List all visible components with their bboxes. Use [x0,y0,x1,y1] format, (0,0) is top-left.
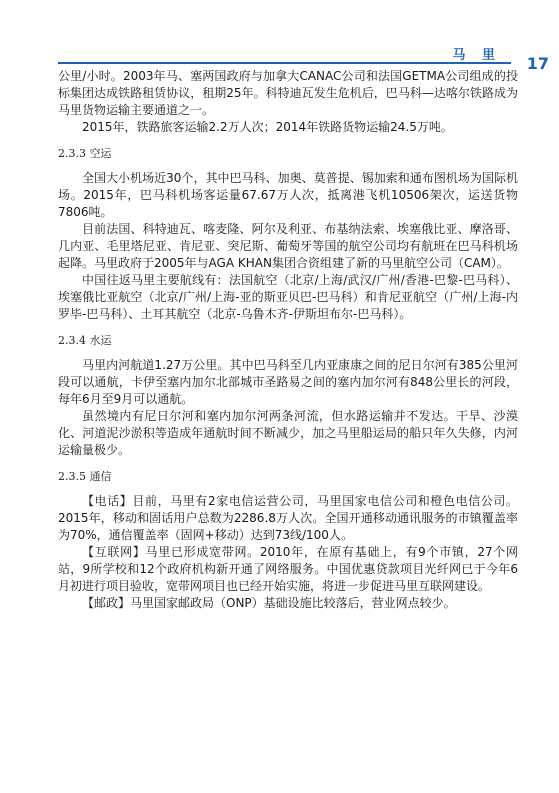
page-number: 17 [526,54,549,73]
paragraph-telephone: 【电话】目前，马里有2家电信运营公司，马里国家电信公司和橙色电信公司。2015年，移动和固话用户总数为2286.8万人次。全国开通移动通讯服务的市镇覆盖率为70%，通信覆盖率（固网+移动）达到73线/100人。 [58,494,518,542]
paragraph-rail-continued: 公里/小时。2003年马、塞两国政府与加拿大CANAC公司和法国GETMA公司组成的投标集团达成铁路租赁协议，租期25年。科特迪瓦发生危机后，巴马科—达喀尔铁路成为马里货物运输主要通道之一。 [58,69,518,117]
section-heading-water: 2.3.4 水运 [58,334,112,347]
section-heading-communications: 2.3.5 通信 [58,470,112,483]
paragraph-air-routes: 中国往返马里主要航线有：法国航空（北京/上海/武汉/广州/香港-巴黎-巴马科）、埃塞俄比亚航空（北京/广州/上海-亚的斯亚贝巴-巴马科）和肯尼亚航空（广州/上海-内罗毕-巴马科）、土耳其航空（北京-乌鲁木齐-伊斯坦布尔-巴马科）。 [58,273,518,321]
page-body [58,68,518,612]
paragraph-air-airports: 全国大小机场近30个，其中巴马科、加奥、莫普提、锡加索和通布图机场为国际机场。2015年，巴马科机场客运量67.67万人次，抵离港飞机10506架次，运送货物7806吨。 [58,171,518,219]
header-divider [58,62,511,64]
page-header [0,0,559,76]
paragraph-water-routes: 马里内河航道1.27万公里。其中巴马科至几内亚康康之间的尼日尔河有385公里河段可以通航，卡伊至塞内加尔北部城市圣路易之间的塞内加尔河有848公里长的河段，每年6月至9月可以通航。 [58,358,518,406]
paragraph-postal: 【邮政】马里国家邮政局（ONP）基础设施比较落后，营业网点较少。 [82,596,456,610]
running-header-title: 马 里 [452,48,501,63]
section-heading-air: 2.3.3 空运 [58,147,112,160]
paragraph-water-conditions: 虽然境内有尼日尔河和塞内加尔河两条河流，但水路运输并不发达。干旱、沙漠化、河道泥沙淤积等造成年通航时间不断减少，加之马里船运局的船只年久失修，内河运输量极少。 [58,409,518,457]
paragraph-rail-stats: 2015年，铁路旅客运输2.2万人次；2014年铁路货物运输24.5万吨。 [82,120,453,134]
paragraph-air-airlines: 目前法国、科特迪瓦、喀麦隆、阿尔及利亚、布基纳法索、埃塞俄比亚、摩洛哥、几内亚、毛里塔尼亚、肯尼亚、突尼斯、葡萄牙等国的航空公司均有航班在巴马科机场起降。马里政府于2005年与AGA KHAN集团合资组建了新的马里航空公司（CAM）。 [58,222,518,270]
paragraph-internet: 【互联网】马里已形成宽带网。2010年，在原有基础上，有9个市镇，27个网站，9所学校和12个政府机构新开通了网络服务。中国优惠贷款项目光纤网已于今年6月初进行项目验收，宽带网项目也已经开始实施，将进一步促进马里互联网建设。 [58,545,518,593]
